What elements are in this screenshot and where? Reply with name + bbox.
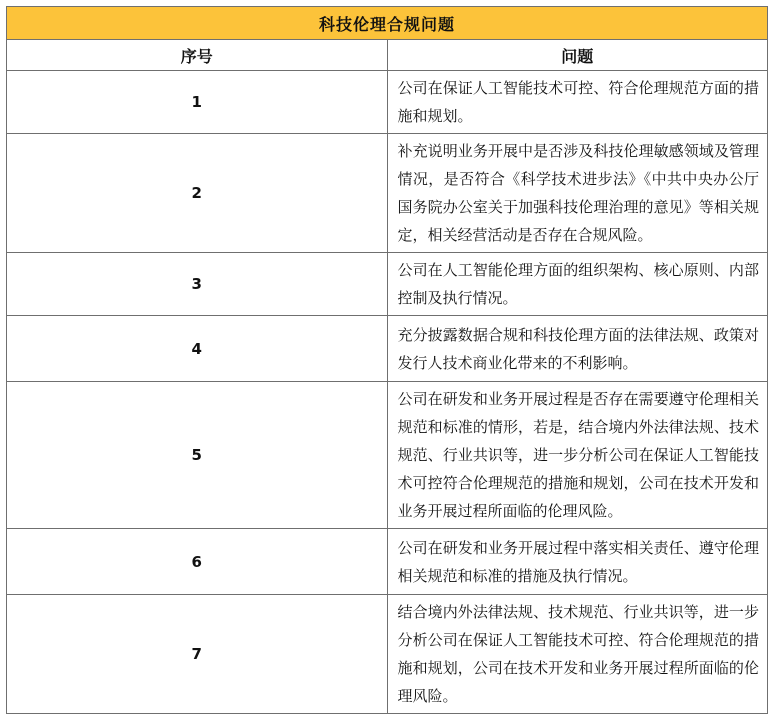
row-number: 5: [7, 382, 388, 529]
table-row: [7, 253, 768, 316]
header-number: 序号: [7, 40, 388, 71]
compliance-table: [6, 6, 768, 714]
row-number: 2: [7, 134, 388, 253]
row-question: 公司在人工智能伦理方面的组织架构、核心原则、内部控制及执行情况。: [387, 253, 768, 316]
header-row: [7, 40, 768, 71]
table-row: [7, 595, 768, 714]
row-number: 7: [7, 595, 388, 714]
row-question: 充分披露数据合规和科技伦理方面的法律法规、政策对发行人技术商业化带来的不利影响。: [387, 316, 768, 382]
table-row: [7, 529, 768, 595]
compliance-table-container: [6, 6, 768, 714]
row-number: 3: [7, 253, 388, 316]
row-question: 公司在保证人工智能技术可控、符合伦理规范方面的措施和规划。: [387, 71, 768, 134]
table-row: [7, 382, 768, 529]
title-row: [7, 7, 768, 40]
table-row: [7, 316, 768, 382]
row-number: 6: [7, 529, 388, 595]
table-row: [7, 134, 768, 253]
header-question: 问题: [387, 40, 768, 71]
row-question: 公司在研发和业务开展过程是否存在需要遵守伦理相关规范和标准的情形，若是，结合境内外法律法规、技术规范、行业共识等，进一步分析公司在保证人工智能技术可控符合伦理规范的措施和规划，公司在技术开发和业务开展过程所面临的伦理风险。: [387, 382, 768, 529]
table-title: 科技伦理合规问题: [7, 7, 768, 40]
table-row: [7, 71, 768, 134]
row-number: 1: [7, 71, 388, 134]
row-question: 结合境内外法律法规、技术规范、行业共识等，进一步分析公司在保证人工智能技术可控、符合伦理规范的措施和规划，公司在技术开发和业务开展过程所面临的伦理风险。: [387, 595, 768, 714]
row-number: 4: [7, 316, 388, 382]
row-question: 公司在研发和业务开展过程中落实相关责任、遵守伦理相关规范和标准的措施及执行情况。: [387, 529, 768, 595]
row-question: 补充说明业务开展中是否涉及科技伦理敏感领域及管理情况，是否符合《科学技术进步法》《中共中央办公厅国务院办公室关于加强科技伦理治理的意见》等相关规定，相关经营活动是否存在合规风险。: [387, 134, 768, 253]
